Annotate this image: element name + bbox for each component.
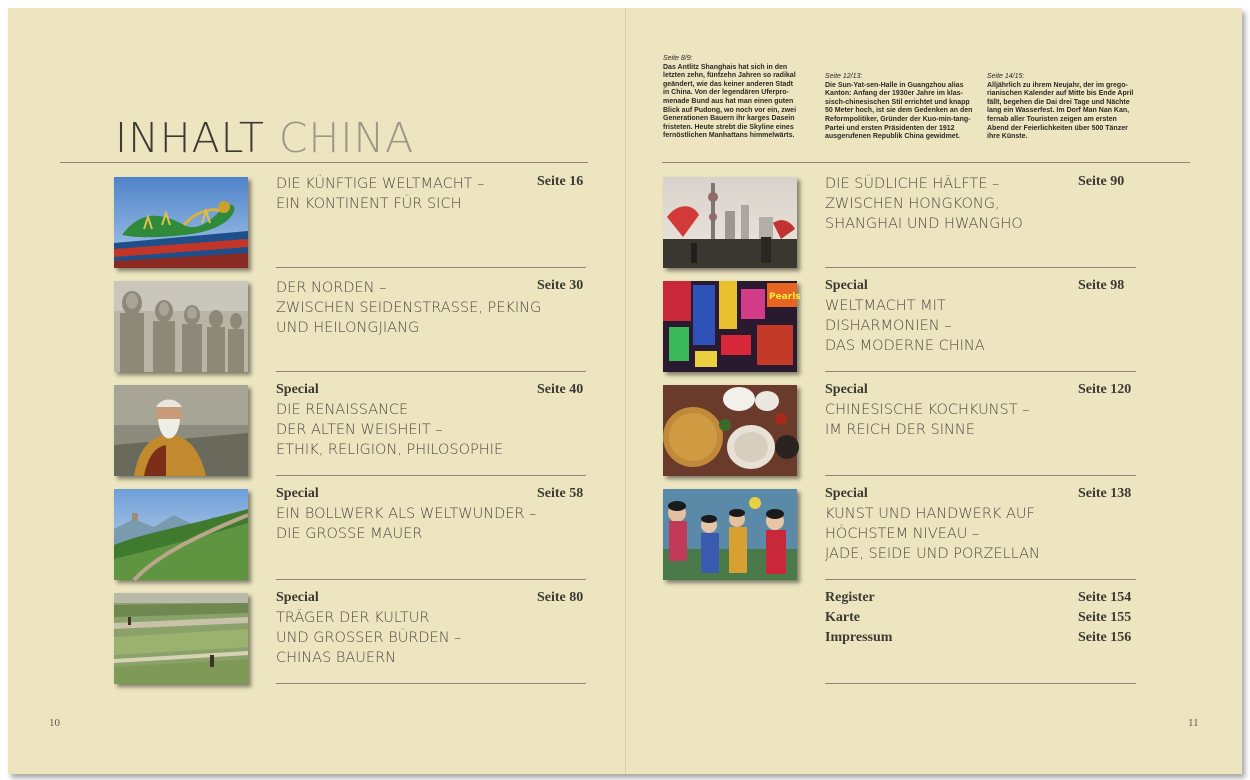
shanghai-skyline-photo <box>663 177 797 268</box>
page-number-right: 11 <box>1188 717 1199 729</box>
map-label: Karte <box>825 610 860 625</box>
page-title <box>115 114 414 162</box>
entry-divider <box>825 475 1136 476</box>
special-label: Special <box>825 278 868 293</box>
page-number-left: 10 <box>49 717 60 729</box>
title-word-china: CHINA <box>278 114 415 162</box>
entry-page-number: Seite 90 <box>1078 174 1125 189</box>
entry-divider <box>276 683 586 684</box>
caption-ref: Seite 14/15: <box>987 73 1025 80</box>
painted-figures-photo <box>663 489 797 580</box>
food-bowls-photo <box>663 385 797 476</box>
title-word-inhalt: INHALT <box>115 114 265 162</box>
caption-text: Das Antlitz Shanghais hat sich in den letzten zehn, fünfzehn Jahren so radikal geändert, wie das keiner anderen Stadt in China. Von der legendären Uferpro- menade Bund aus hat man einen guten Blick auf Pudong, wo noch vor ein, zwei Generationen Bauern ihr karges Dasein fristeten. Heute strebt die Skyline eines fernöstlichen Manhattans himmelwärts. <box>663 63 797 140</box>
entry-page-number: Seite 98 <box>1078 278 1125 293</box>
entry-heading: DIE SÜDLICHE HÄLFTE – ZWISCHEN HONGKONG, SHANGHAI UND HWANGHO <box>825 176 1023 232</box>
entry-divider <box>276 267 586 268</box>
entry-page-number: Seite 80 <box>537 590 584 605</box>
register-page: Seite 154 <box>1078 590 1132 605</box>
svg-text:Pearls: Pearls <box>769 292 801 302</box>
entry-heading: TRÄGER DER KULTUR UND GROSSER BÜRDEN – CHINAS BAUERN <box>276 610 462 666</box>
special-label: Special <box>825 486 868 501</box>
caption-text: Alljährlich zu ihrem Neujahr, der im grego- rianischen Kalender auf Mitte bis Ende April fällt, begehen die Dai drei Tage und Nächte lang ein Wasserfest. Im Dorf Man Nan Kan, fernab aller Touristen zeigen am ersten Abend der Feierlichkeiten über 500 Tänzer ihre Künste. <box>987 81 1134 141</box>
entry-heading: EIN BOLLWERK ALS WELTWUNDER – DIE GROSSE MAUER <box>276 506 537 542</box>
entry-heading: CHINESISCHE KOCHKUNST – IM REICH DER SINNE <box>825 402 1030 438</box>
entry-page-number: Seite 58 <box>537 486 584 501</box>
entry-page-number: Seite 120 <box>1078 382 1132 397</box>
entry-heading: DIE RENAISSANCE DER ALTEN WEISHEIT – ETHIK, RELIGION, PHILOSOPHIE <box>276 402 504 458</box>
special-label: Special <box>276 590 319 605</box>
caption-note <box>825 73 972 142</box>
entry-divider <box>825 579 1136 580</box>
entry-page-number: Seite 40 <box>537 382 584 397</box>
entry-page-number: Seite 138 <box>1078 486 1132 501</box>
entry-divider <box>276 371 586 372</box>
imprint-label: Impressum <box>825 630 893 645</box>
entry-divider <box>825 683 1136 684</box>
notes-rule <box>662 162 1190 163</box>
page-gutter <box>625 8 626 774</box>
caption-ref: Seite 8/9: <box>663 55 693 62</box>
title-rule <box>60 162 588 163</box>
special-label: Special <box>276 382 319 397</box>
old-monk-photo <box>114 385 248 476</box>
dragon-roof-photo <box>114 177 248 268</box>
entry-heading: DIE KÜNFTIGE WELTMACHT – EIN KONTINENT FÜR SICH <box>276 176 485 212</box>
caption-ref: Seite 12/13: <box>825 73 863 80</box>
caption-text: Die Sun-Yat-sen-Halle in Guangzhou alias Kanton: Anfang der 1930er Jahre im klas- sisch-chinesischen Stil errichtet und knapp 50 Meter hoch, ist sie dem Gedenken an den Reformpolitiker, Gründer der Kuo-min-tang- Partei und ersten Präsidenten der 1912 ausgerufenen Republik China gewidmet. <box>825 81 973 141</box>
caption-note <box>663 55 796 141</box>
terracotta-warriors-photo <box>114 281 248 372</box>
special-label: Special <box>276 486 319 501</box>
entry-heading: WELTMACHT MIT DISHARMONIEN – DAS MODERNE CHINA <box>825 298 985 354</box>
entry-divider <box>276 579 586 580</box>
register-label: Register <box>825 590 875 605</box>
rice-terraces-photo <box>114 593 248 684</box>
book-spread <box>8 8 1242 774</box>
entry-divider <box>276 475 586 476</box>
entry-page-number: Seite 30 <box>537 278 584 293</box>
entry-heading: KUNST UND HANDWERK AUF HÖCHSTEM NIVEAU – JADE, SEIDE UND PORZELLAN <box>825 506 1040 562</box>
imprint-page: Seite 156 <box>1078 630 1132 645</box>
special-label: Special <box>825 382 868 397</box>
entry-heading: DER NORDEN – ZWISCHEN SEIDENSTRASSE, PEKING UND HEILONGJIANG <box>276 280 542 336</box>
neon-signs-photo <box>663 281 801 372</box>
great-wall-photo <box>114 489 248 580</box>
map-page: Seite 155 <box>1078 610 1132 625</box>
entry-divider <box>825 267 1136 268</box>
caption-note <box>987 73 1133 142</box>
entry-divider <box>825 371 1136 372</box>
entry-page-number: Seite 16 <box>537 174 584 189</box>
